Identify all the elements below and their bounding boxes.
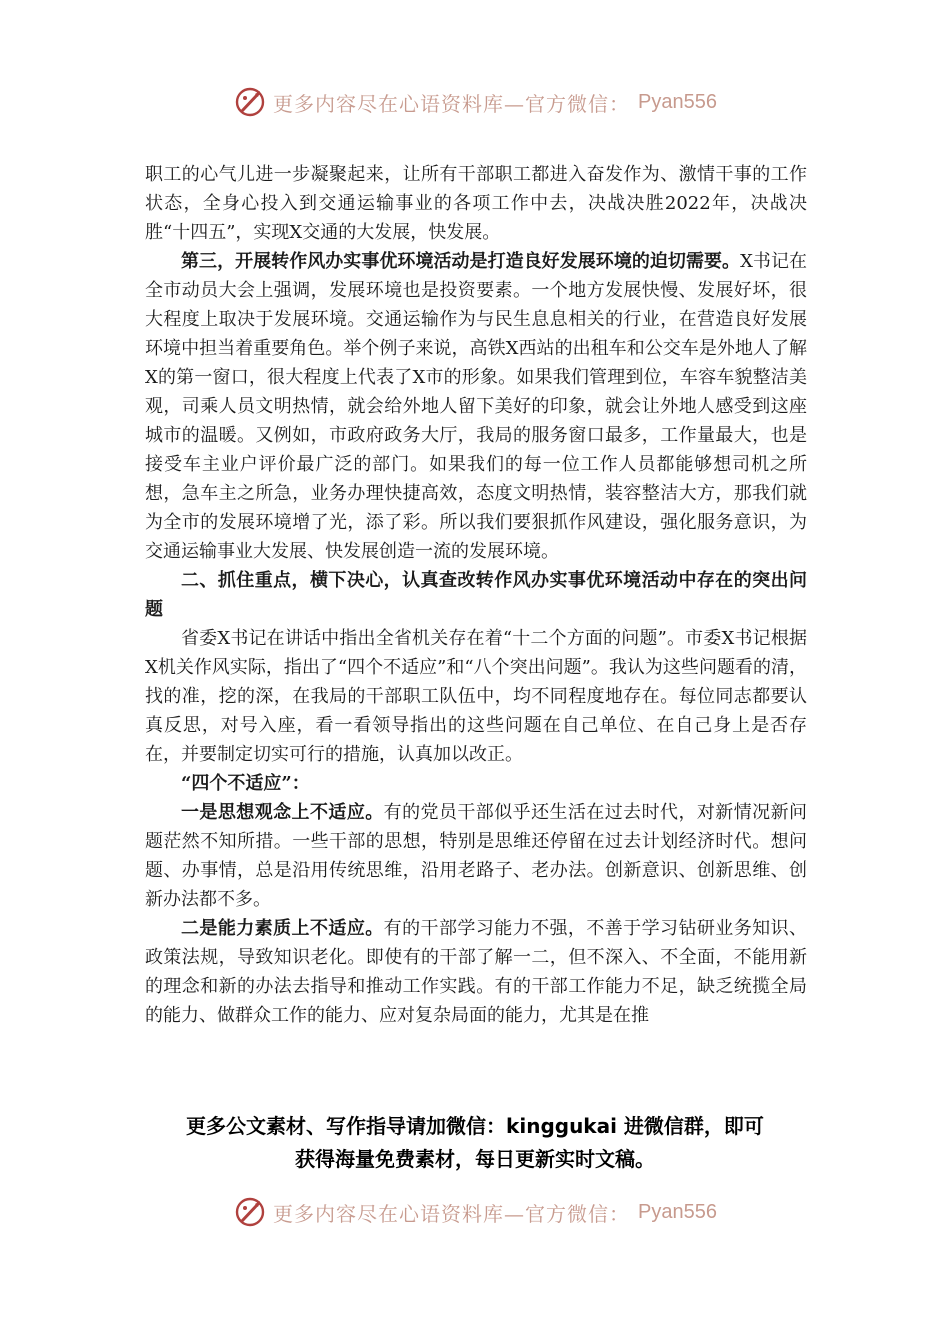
section-heading-2: 二、抓住重点，横下决心，认真查改转作风办实事优环境活动中存在的突出问题 <box>145 570 807 620</box>
subheading-four-inadequacies: “四个不适应”： <box>181 773 310 794</box>
promo-block <box>0 1110 950 1176</box>
promo-line-2: 获得海量免费素材，每日更新实时文稿。 <box>295 1147 655 1171</box>
header-banner-text: 更多内容尽在心语资料库—官方微信： <box>273 91 631 116</box>
footer-banner-wechat: Pyan556 <box>638 1200 717 1223</box>
footer-banner-text: 更多内容尽在心语资料库—官方微信： <box>273 1201 631 1226</box>
paragraph-4-body: 有的党员干部似乎还生活在过去时代，对新情况新问题茫然不知所措。一些干部的思想，特别是思维还停留在过去计划经济时代。想问题、办事情，总是沿用传统思维，沿用老路子、老办法。创新意识、创新思维、创新办法都不多。 <box>145 802 808 910</box>
promo-line-1: 更多公文素材、写作指导请加微信：kinggukai 进微信群，即可 <box>186 1114 764 1138</box>
paragraph-1: 职工的心气儿进一步凝聚起来，让所有干部职工都进入奋发作为、激情干事的工作状态，全身心投入到交通运输事业的各项工作中去，决战决胜2022年，决战决胜“十四五”，实现X交通的大发展，快发展。 <box>145 164 807 243</box>
paragraph-5 <box>145 914 807 1030</box>
paragraph-5-body: 有的干部学习能力不强，不善于学习钻研业务知识、政策法规，导致知识老化。即使有的干部了解一二，但不深入、不全面，不能用新的理念和新的办法去指导和推动工作实践。有的干部工作能力不足，缺乏统揽全局的能力、做群众工作的能力、应对复杂局面的能力，尤其是在推 <box>145 918 808 1026</box>
paragraph-2-body: X书记在全市动员大会上强调，发展环境也是投资要素。一个地方发展快慢、发展好坏，很大程度上取决于发展环境。交通运输作为与民生息息相关的行业，在营造良好发展环境中担当着重要角色。举个例子来说，高铁X西站的出租车和公交车是外地人了解X的第一窗口，很大程度上代表了X市的形象。如果我们管理到位，车容车貌整洁美观，司乘人员文明热情，就会给外地人留下美好的印象，就会让外地人感受到这座城市的温暖。又例如，市政府政务大厅，我局的服务窗口最多，工作量最大，也是接受车主业户评价最广泛的部门。如果我们的每一位工作人员都能够想司机之所想，急车主之所急，业务办理快捷高效，态度文明热情，装容整洁大方，那我们就为全市的发展环境增了光，添了彩。所以我们要狠抓作风建设，强化服务意识，为交通运输事业大发展、快发展创造一流的发展环境。 <box>145 251 807 562</box>
document-body <box>145 160 807 1030</box>
paragraph-4 <box>145 798 807 914</box>
paragraph-2 <box>145 247 807 566</box>
header-banner <box>0 82 950 122</box>
paragraph-4-lead: 一是思想观念上不适应。 <box>181 802 384 823</box>
paragraph-2-lead: 第三，开展转作风办实事优环境活动是打造良好发展环境的迫切需要。 <box>181 251 741 272</box>
paragraph-3: 省委X书记在讲话中指出全省机关存在着“十二个方面的问题”。市委X书记根据X机关作风实际，指出了“四个不适应”和“八个突出问题”。我认为这些问题看的清，找的准，挖的深，在我局的干部职工队伍中，均不同程度地存在。每位同志都要认真反思，对号入座，看一看领导指出的这些问题在自己单位、在自己身上是否存在，并要制定切实可行的措施，认真加以改正。 <box>145 628 807 765</box>
footer-banner <box>0 1192 950 1232</box>
pen-logo-icon <box>233 1195 267 1229</box>
pen-logo-icon <box>233 85 267 119</box>
header-banner-wechat: Pyan556 <box>638 90 717 113</box>
paragraph-5-lead: 二是能力素质上不适应。 <box>181 918 384 939</box>
